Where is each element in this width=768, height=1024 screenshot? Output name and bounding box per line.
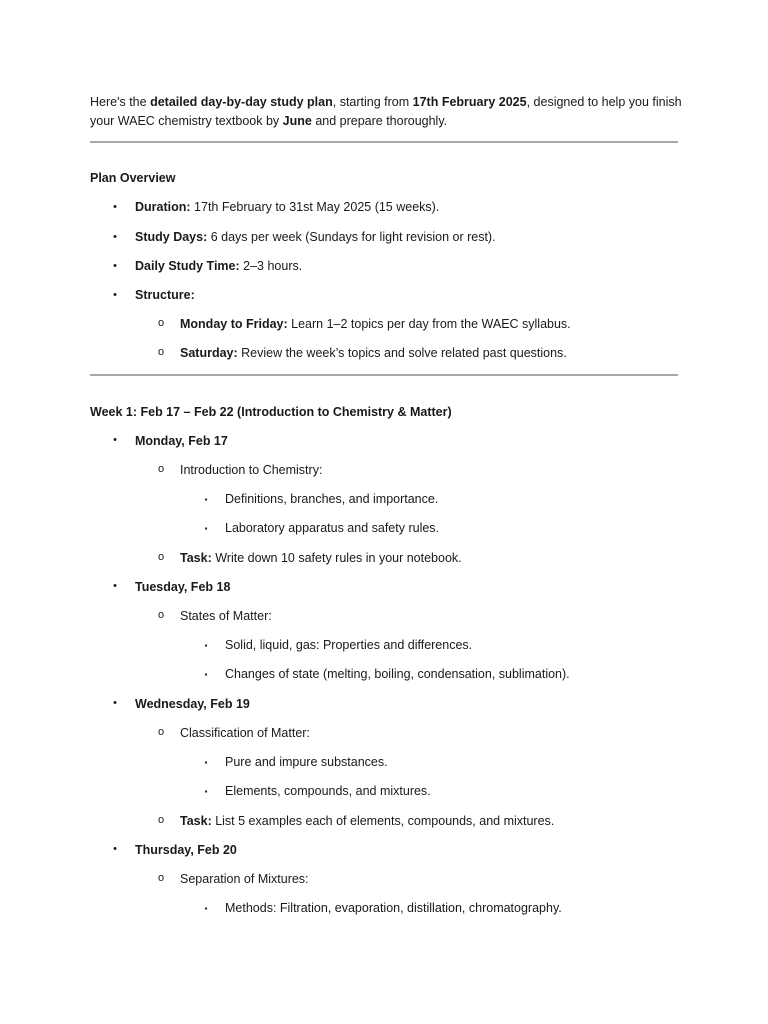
monday-task <box>180 551 462 565</box>
day-title-wednesday: Wednesday, Feb 19 <box>135 697 250 711</box>
week1-heading: Week 1: Feb 17 – Feb 22 (Introduction to Chemistry & Matter) <box>90 405 452 419</box>
intro-text-4: and prepare thoroughly. <box>311 114 448 128</box>
day-title-monday: Monday, Feb 17 <box>135 434 228 448</box>
monday-topic: Introduction to Chemistry: <box>180 463 323 477</box>
monday-point: Laboratory apparatus and safety rules. <box>225 521 440 535</box>
mon-fri-text: Learn 1–2 topics per day from the WAEC syllabus. <box>287 317 571 331</box>
study-days-text: 6 days per week (Sundays for light revision or rest). <box>207 230 496 244</box>
task-text: List 5 examples each of elements, compounds, and mixtures. <box>211 814 555 828</box>
intro-text-1: Here's the <box>90 95 151 109</box>
square-bullet-icon: ▪ <box>204 787 208 796</box>
monday-point: Definitions, branches, and importance. <box>225 492 439 506</box>
disc-bullet-icon: • <box>113 289 117 301</box>
circle-bullet-icon: o <box>157 814 165 826</box>
disc-bullet-icon: • <box>113 201 117 213</box>
circle-bullet-icon: o <box>157 609 165 621</box>
duration-text: 17th February to 31st May 2025 (15 weeks). <box>190 200 440 214</box>
intro-text-2: , starting from <box>332 95 413 109</box>
circle-bullet-icon: o <box>157 872 165 884</box>
saturday-label: Saturday: <box>180 346 238 360</box>
tuesday-point: Changes of state (melting, boiling, condensation, sublimation). <box>225 667 570 681</box>
day-title-thursday: Thursday, Feb 20 <box>135 843 237 857</box>
intro-text-3: , designed to help you finish your WAEC chemistry textbook by <box>90 95 682 128</box>
task-text: Write down 10 safety rules in your notebook. <box>211 551 462 565</box>
square-bullet-icon: ▪ <box>204 758 208 767</box>
duration-label: Duration: <box>135 200 191 214</box>
structure-saturday <box>180 346 567 360</box>
plan-overview-heading: Plan Overview <box>90 171 176 185</box>
daily-time-label: Daily Study Time: <box>135 259 240 273</box>
structure-mon-fri <box>180 317 571 331</box>
disc-bullet-icon: • <box>113 843 117 855</box>
intro-bold-date: 17th February 2025 <box>412 95 527 109</box>
thursday-topic: Separation of Mixtures: <box>180 872 309 886</box>
disc-bullet-icon: • <box>113 434 117 446</box>
square-bullet-icon: ▪ <box>204 670 208 679</box>
wednesday-task <box>180 814 554 828</box>
horizontal-rule <box>90 141 678 143</box>
tuesday-topic: States of Matter: <box>180 609 272 623</box>
disc-bullet-icon: • <box>113 231 117 243</box>
disc-bullet-icon: • <box>113 580 117 592</box>
horizontal-rule <box>90 374 678 376</box>
thursday-point: Methods: Filtration, evaporation, distillation, chromatography. <box>225 901 562 915</box>
mon-fri-label: Monday to Friday: <box>180 317 288 331</box>
intro-paragraph <box>90 93 690 131</box>
structure-label: Structure: <box>135 288 195 302</box>
daily-time-text: 2–3 hours. <box>239 259 303 273</box>
square-bullet-icon: ▪ <box>204 904 208 913</box>
wednesday-topic: Classification of Matter: <box>180 726 310 740</box>
day-title-tuesday: Tuesday, Feb 18 <box>135 580 231 594</box>
circle-bullet-icon: o <box>157 346 165 358</box>
disc-bullet-icon: • <box>113 697 117 709</box>
task-label: Task: <box>180 551 212 565</box>
overview-study-days <box>135 230 496 244</box>
circle-bullet-icon: o <box>157 463 165 475</box>
overview-daily-time <box>135 259 302 273</box>
task-label: Task: <box>180 814 212 828</box>
tuesday-point: Solid, liquid, gas: Properties and differences. <box>225 638 473 652</box>
wednesday-point: Elements, compounds, and mixtures. <box>225 784 431 798</box>
square-bullet-icon: ▪ <box>204 641 208 650</box>
overview-duration <box>135 200 439 214</box>
study-days-label: Study Days: <box>135 230 208 244</box>
wednesday-point: Pure and impure substances. <box>225 755 388 769</box>
intro-bold-june: June <box>282 114 312 128</box>
intro-bold-plan: detailed day-by-day study plan <box>150 95 333 109</box>
disc-bullet-icon: • <box>113 260 117 272</box>
saturday-text: Review the week’s topics and solve related past questions. <box>237 346 567 360</box>
circle-bullet-icon: o <box>157 726 165 738</box>
square-bullet-icon: ▪ <box>204 495 208 504</box>
circle-bullet-icon: o <box>157 551 165 563</box>
circle-bullet-icon: o <box>157 317 165 329</box>
square-bullet-icon: ▪ <box>204 524 208 533</box>
